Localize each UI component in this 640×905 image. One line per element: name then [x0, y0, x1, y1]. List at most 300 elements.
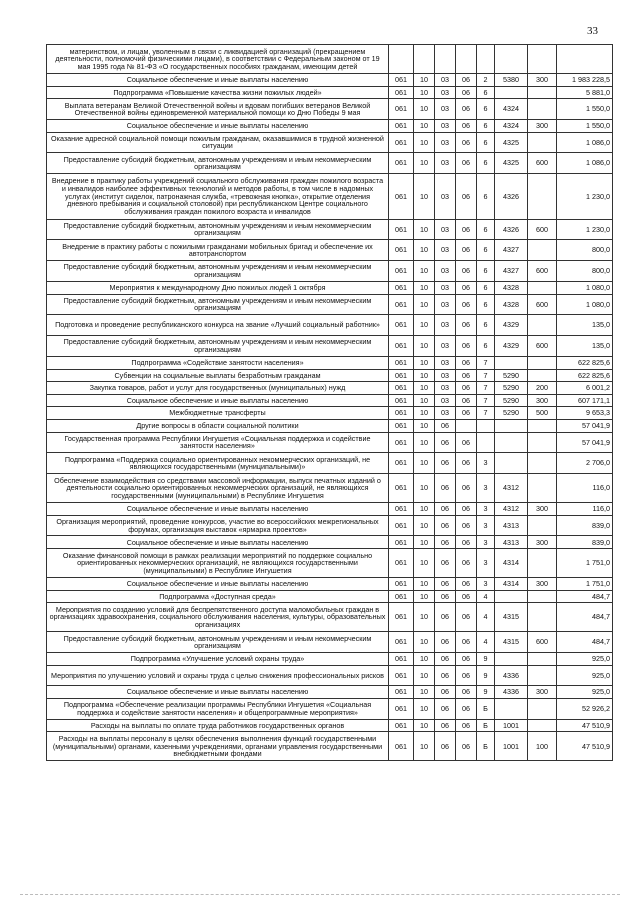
program-code-cell: 06	[456, 578, 477, 591]
expense-type-code-cell	[528, 603, 557, 632]
direction-code-cell: 1001	[495, 732, 528, 761]
table-row	[47, 719, 613, 732]
subprogram-code-cell: 3	[477, 474, 495, 503]
subsection-code-cell: 06	[435, 653, 456, 666]
subsection-code-cell: 06	[435, 453, 456, 474]
amount-cell: 1 983 228,5	[557, 74, 613, 87]
amount-cell: 116,0	[557, 503, 613, 516]
direction-code-cell: 4324	[495, 119, 528, 132]
program-code-cell: 06	[456, 356, 477, 369]
ministry-code-cell: 061	[389, 281, 414, 294]
direction-code-cell: 5290	[495, 382, 528, 395]
table-row	[47, 382, 613, 395]
amount-cell: 484,7	[557, 603, 613, 632]
section-code-cell: 10	[414, 453, 435, 474]
expense-type-code-cell	[528, 665, 557, 686]
section-code-cell: 10	[414, 119, 435, 132]
budget-table	[46, 44, 613, 761]
subprogram-code-cell: 6	[477, 174, 495, 219]
expense-name-cell: Мероприятия к международному Дню пожилых людей 1 октября	[47, 281, 389, 294]
subprogram-code-cell: 6	[477, 281, 495, 294]
expense-name-cell: Организация мероприятий, проведение конкурсов, участие во всероссийских межрегиональных форумах, организация выставок «ярмарка проектов»	[47, 515, 389, 536]
table-row	[47, 515, 613, 536]
section-code-cell: 10	[414, 281, 435, 294]
table-row	[47, 407, 613, 420]
subsection-code-cell: 06	[435, 732, 456, 761]
expense-name-cell: Государственная программа Республики Ингушетия «Социальная поддержка и содействие занятости населения»	[47, 432, 389, 453]
subsection-code-cell: 06	[435, 549, 456, 578]
subsection-code-cell: 06	[435, 515, 456, 536]
subsection-code-cell: 06	[435, 503, 456, 516]
direction-code-cell	[495, 45, 528, 74]
expense-name-cell: Социальное обеспечение и иные выплаты населению	[47, 119, 389, 132]
expense-name-cell: Закупка товаров, работ и услуг для государственных (муниципальных) нужд	[47, 382, 389, 395]
program-code-cell: 06	[456, 119, 477, 132]
expense-name-cell: Оказание финансовой помощи в рамках реализации мероприятий по поддержке социально ориентированных некоммерческих организаций, не являющихся государственными (муниципальными) в Республике Ингушетия	[47, 549, 389, 578]
direction-code-cell	[495, 653, 528, 666]
expense-type-code-cell: 300	[528, 578, 557, 591]
expense-name-cell: Предоставление субсидий бюджетным, автономным учреждениям и иным некоммерческим организациям	[47, 261, 389, 282]
table-row	[47, 503, 613, 516]
table-row	[47, 119, 613, 132]
program-code-cell: 06	[456, 536, 477, 549]
expense-type-code-cell	[528, 719, 557, 732]
ministry-code-cell: 061	[389, 382, 414, 395]
expense-name-cell: Подготовка и проведение республиканского конкурса на звание «Лучший социальный работник»	[47, 315, 389, 336]
subsection-code-cell: 03	[435, 119, 456, 132]
expense-type-code-cell	[528, 549, 557, 578]
table-row	[47, 86, 613, 99]
amount-cell: 925,0	[557, 686, 613, 699]
program-code-cell: 06	[456, 407, 477, 420]
direction-code-cell: 4326	[495, 219, 528, 240]
subsection-code-cell: 06	[435, 719, 456, 732]
expense-name-cell: Выплата ветеранам Великой Отечественной войны и вдовам погибших ветеранов Великой Отечественной войны единовременной материальной помощи ко Дню Победы 9 мая	[47, 99, 389, 120]
subsection-code-cell: 03	[435, 132, 456, 153]
subprogram-code-cell: 3	[477, 549, 495, 578]
expense-type-code-cell	[528, 315, 557, 336]
subprogram-code-cell	[477, 432, 495, 453]
amount-cell: 1 086,0	[557, 153, 613, 174]
subprogram-code-cell: 7	[477, 369, 495, 382]
ministry-code-cell: 061	[389, 503, 414, 516]
ministry-code-cell: 061	[389, 119, 414, 132]
expense-name-cell: Подпрограмма «Повышение качества жизни пожилых людей»	[47, 86, 389, 99]
expense-type-code-cell: 600	[528, 632, 557, 653]
subprogram-code-cell: 3	[477, 536, 495, 549]
subprogram-code-cell: 7	[477, 407, 495, 420]
ministry-code-cell: 061	[389, 261, 414, 282]
subsection-code-cell: 06	[435, 632, 456, 653]
ministry-code-cell: 061	[389, 719, 414, 732]
amount-cell: 622 825,6	[557, 356, 613, 369]
table-row	[47, 99, 613, 120]
table-row	[47, 219, 613, 240]
direction-code-cell: 5380	[495, 74, 528, 87]
program-code-cell: 06	[456, 99, 477, 120]
program-code-cell: 06	[456, 503, 477, 516]
subsection-code-cell: 03	[435, 86, 456, 99]
table-row	[47, 294, 613, 315]
ministry-code-cell: 061	[389, 240, 414, 261]
expense-name-cell: Обеспечение взаимодействия со средствами массовой информации, выпуск печатных изданий о деятельности социально ориентированных некоммерческих организаций, не являющихся государственными (муниципальными) в Республике Ингушетия	[47, 474, 389, 503]
direction-code-cell	[495, 699, 528, 720]
ministry-code-cell: 061	[389, 419, 414, 432]
section-code-cell: 10	[414, 653, 435, 666]
expense-name-cell: Социальное обеспечение и иные выплаты населению	[47, 578, 389, 591]
direction-code-cell: 4328	[495, 294, 528, 315]
subsection-code-cell: 03	[435, 382, 456, 395]
expense-name-cell: Подпрограмма «Обеспечение реализации программы Республики Ингушетия «Социальная поддержка и содействие занятости населения» и общепрограммные мероприятия»	[47, 699, 389, 720]
section-code-cell: 10	[414, 153, 435, 174]
amount-cell: 47 510,9	[557, 719, 613, 732]
table-row	[47, 153, 613, 174]
expense-name-cell: Межбюджетные трансферты	[47, 407, 389, 420]
subprogram-code-cell: 6	[477, 86, 495, 99]
direction-code-cell: 4314	[495, 549, 528, 578]
expense-name-cell: Внедрение в практику работы учреждений социального обслуживания граждан пожилого возраста и инвалидов наиболее эффективных технологий и методов работы, в том числе в надомных услугах (институт сиделок, патронажная служба, «тревожная кнопка», открытие отделения дневного пребывания и социальной столовой) при республиканском Центре социального обслуживания граждан пожилого возраста и инвалидов	[47, 174, 389, 219]
direction-code-cell: 4329	[495, 336, 528, 357]
subsection-code-cell: 03	[435, 294, 456, 315]
expense-type-code-cell	[528, 432, 557, 453]
ministry-code-cell: 061	[389, 394, 414, 407]
section-code-cell: 10	[414, 382, 435, 395]
section-code-cell: 10	[414, 219, 435, 240]
direction-code-cell: 4313	[495, 536, 528, 549]
table-row	[47, 549, 613, 578]
subsection-code-cell: 03	[435, 99, 456, 120]
section-code-cell: 10	[414, 632, 435, 653]
table-row	[47, 732, 613, 761]
ministry-code-cell: 061	[389, 665, 414, 686]
ministry-code-cell: 061	[389, 99, 414, 120]
expense-type-code-cell	[528, 45, 557, 74]
program-code-cell: 06	[456, 261, 477, 282]
ministry-code-cell: 061	[389, 732, 414, 761]
ministry-code-cell: 061	[389, 132, 414, 153]
ministry-code-cell: 061	[389, 174, 414, 219]
amount-cell: 800,0	[557, 240, 613, 261]
expense-name-cell: Предоставление субсидий бюджетным, автономным учреждениям и иным некоммерческим организациям	[47, 153, 389, 174]
table-row	[47, 603, 613, 632]
expense-type-code-cell	[528, 453, 557, 474]
ministry-code-cell: 061	[389, 603, 414, 632]
section-code-cell: 10	[414, 240, 435, 261]
section-code-cell: 10	[414, 74, 435, 87]
subsection-code-cell: 03	[435, 153, 456, 174]
section-code-cell: 10	[414, 336, 435, 357]
ministry-code-cell: 061	[389, 219, 414, 240]
section-code-cell: 10	[414, 578, 435, 591]
direction-code-cell: 4312	[495, 474, 528, 503]
subsection-code-cell: 03	[435, 336, 456, 357]
expense-type-code-cell	[528, 86, 557, 99]
section-code-cell: 10	[414, 536, 435, 549]
subsection-code-cell: 03	[435, 261, 456, 282]
ministry-code-cell: 061	[389, 432, 414, 453]
program-code-cell: 06	[456, 382, 477, 395]
program-code-cell: 06	[456, 590, 477, 603]
subprogram-code-cell: 6	[477, 240, 495, 261]
direction-code-cell: 4313	[495, 515, 528, 536]
ministry-code-cell: 061	[389, 86, 414, 99]
direction-code-cell: 4336	[495, 665, 528, 686]
program-code-cell: 06	[456, 315, 477, 336]
ministry-code-cell: 061	[389, 549, 414, 578]
section-code-cell: 10	[414, 474, 435, 503]
direction-code-cell: 4315	[495, 603, 528, 632]
expense-name-cell: Подпрограмма «Поддержка социально ориентированных некоммерческих организаций, не являющихся государственными (муниципальными)»	[47, 453, 389, 474]
expense-name-cell: Социальное обеспечение и иные выплаты населению	[47, 394, 389, 407]
section-code-cell: 10	[414, 603, 435, 632]
direction-code-cell: 1001	[495, 719, 528, 732]
table-row	[47, 356, 613, 369]
direction-code-cell: 4328	[495, 281, 528, 294]
subsection-code-cell: 06	[435, 419, 456, 432]
subprogram-code-cell: 6	[477, 132, 495, 153]
ministry-code-cell: 061	[389, 578, 414, 591]
expense-type-code-cell	[528, 699, 557, 720]
amount-cell: 839,0	[557, 536, 613, 549]
expense-type-code-cell: 100	[528, 732, 557, 761]
expense-type-code-cell: 300	[528, 503, 557, 516]
program-code-cell: 06	[456, 453, 477, 474]
table-row	[47, 369, 613, 382]
subprogram-code-cell: 6	[477, 294, 495, 315]
section-code-cell: 10	[414, 261, 435, 282]
amount-cell: 1 550,0	[557, 119, 613, 132]
subsection-code-cell: 06	[435, 474, 456, 503]
amount-cell: 1 751,0	[557, 549, 613, 578]
ministry-code-cell: 061	[389, 453, 414, 474]
expense-name-cell: Расходы на выплаты по оплате труда работников государственных органов	[47, 719, 389, 732]
table-row	[47, 432, 613, 453]
table-row	[47, 653, 613, 666]
subprogram-code-cell: Б	[477, 699, 495, 720]
table-row	[47, 74, 613, 87]
expense-type-code-cell: 600	[528, 336, 557, 357]
ministry-code-cell: 061	[389, 74, 414, 87]
section-code-cell: 10	[414, 503, 435, 516]
section-code-cell: 10	[414, 407, 435, 420]
expense-name-cell: Другие вопросы в области социальной политики	[47, 419, 389, 432]
expense-type-code-cell	[528, 174, 557, 219]
amount-cell: 9 653,3	[557, 407, 613, 420]
section-code-cell: 10	[414, 432, 435, 453]
page-number: 33	[587, 25, 598, 37]
amount-cell: 925,0	[557, 653, 613, 666]
subsection-code-cell: 03	[435, 74, 456, 87]
amount-cell: 1 230,0	[557, 219, 613, 240]
expense-name-cell: Расходы на выплаты персоналу в целях обеспечения выполнения функций государственными (муниципальными) органами, казенными учреждениями, органами управления государственными внебюджетными фондами	[47, 732, 389, 761]
direction-code-cell	[495, 590, 528, 603]
subprogram-code-cell: 3	[477, 578, 495, 591]
section-code-cell: 10	[414, 315, 435, 336]
table-row	[47, 590, 613, 603]
expense-name-cell: Предоставление субсидий бюджетным, автономным учреждениям и иным некоммерческим организациям	[47, 632, 389, 653]
subprogram-code-cell: 6	[477, 336, 495, 357]
amount-cell: 52 926,2	[557, 699, 613, 720]
amount-cell: 484,7	[557, 590, 613, 603]
table-row	[47, 315, 613, 336]
expense-type-code-cell: 600	[528, 261, 557, 282]
ministry-code-cell: 061	[389, 369, 414, 382]
expense-type-code-cell	[528, 515, 557, 536]
expense-name-cell: Мероприятия по улучшению условий и охраны труда с целью снижения профессиональных рисков	[47, 665, 389, 686]
amount-cell: 57 041,9	[557, 419, 613, 432]
ministry-code-cell: 061	[389, 515, 414, 536]
expense-type-code-cell	[528, 132, 557, 153]
section-code-cell: 10	[414, 699, 435, 720]
program-code-cell: 06	[456, 240, 477, 261]
section-code-cell	[414, 45, 435, 74]
expense-name-cell: Мероприятия по созданию условий для беспрепятственного доступа маломобильных граждан в организациях здравоохранения, социального обслуживания населения, культуры, образовательных организациях	[47, 603, 389, 632]
amount-cell: 135,0	[557, 315, 613, 336]
expense-name-cell: Предоставление субсидий бюджетным, автономным учреждениям и иным некоммерческим организациям	[47, 294, 389, 315]
expense-type-code-cell	[528, 474, 557, 503]
subsection-code-cell: 03	[435, 219, 456, 240]
amount-cell: 2 706,0	[557, 453, 613, 474]
subprogram-code-cell: 3	[477, 453, 495, 474]
subprogram-code-cell: 4	[477, 590, 495, 603]
expense-type-code-cell: 300	[528, 686, 557, 699]
direction-code-cell: 4325	[495, 132, 528, 153]
program-code-cell: 06	[456, 549, 477, 578]
section-code-cell: 10	[414, 732, 435, 761]
table-row	[47, 132, 613, 153]
amount-cell: 135,0	[557, 336, 613, 357]
subsection-code-cell: 06	[435, 603, 456, 632]
direction-code-cell	[495, 86, 528, 99]
subsection-code-cell: 06	[435, 686, 456, 699]
ministry-code-cell: 061	[389, 474, 414, 503]
direction-code-cell: 4327	[495, 240, 528, 261]
expense-name-cell: Подпрограмма «Содействие занятости населения»	[47, 356, 389, 369]
section-code-cell: 10	[414, 174, 435, 219]
program-code-cell: 06	[456, 432, 477, 453]
direction-code-cell: 4327	[495, 261, 528, 282]
program-code-cell: 06	[456, 732, 477, 761]
program-code-cell: 06	[456, 632, 477, 653]
expense-name-cell: Подпрограмма «Доступная среда»	[47, 590, 389, 603]
program-code-cell: 06	[456, 369, 477, 382]
expense-type-code-cell	[528, 356, 557, 369]
subprogram-code-cell: Б	[477, 732, 495, 761]
subprogram-code-cell: 9	[477, 665, 495, 686]
subsection-code-cell: 03	[435, 240, 456, 261]
subprogram-code-cell: 7	[477, 382, 495, 395]
table-row	[47, 578, 613, 591]
expense-name-cell: Социальное обеспечение и иные выплаты населению	[47, 536, 389, 549]
table-row	[47, 419, 613, 432]
ministry-code-cell	[389, 45, 414, 74]
section-code-cell: 10	[414, 132, 435, 153]
section-code-cell: 10	[414, 719, 435, 732]
ministry-code-cell: 061	[389, 407, 414, 420]
section-code-cell: 10	[414, 590, 435, 603]
subsection-code-cell: 06	[435, 432, 456, 453]
subsection-code-cell: 03	[435, 394, 456, 407]
amount-cell: 484,7	[557, 632, 613, 653]
program-code-cell	[456, 45, 477, 74]
direction-code-cell: 4315	[495, 632, 528, 653]
amount-cell: 1 080,0	[557, 294, 613, 315]
subsection-code-cell: 06	[435, 590, 456, 603]
direction-code-cell: 4325	[495, 153, 528, 174]
expense-type-code-cell	[528, 240, 557, 261]
subsection-code-cell: 06	[435, 699, 456, 720]
subsection-code-cell: 06	[435, 665, 456, 686]
amount-cell	[557, 45, 613, 74]
direction-code-cell: 4329	[495, 315, 528, 336]
expense-type-code-cell	[528, 281, 557, 294]
direction-code-cell: 5290	[495, 369, 528, 382]
ministry-code-cell: 061	[389, 653, 414, 666]
expense-type-code-cell	[528, 590, 557, 603]
subprogram-code-cell: 6	[477, 219, 495, 240]
program-code-cell: 06	[456, 336, 477, 357]
program-code-cell: 06	[456, 294, 477, 315]
expense-name-cell: Внедрение в практику работы с пожилыми гражданами мобильных бригад и обеспечение их автотранспортом	[47, 240, 389, 261]
amount-cell: 839,0	[557, 515, 613, 536]
program-code-cell: 06	[456, 686, 477, 699]
section-code-cell: 10	[414, 515, 435, 536]
section-code-cell: 10	[414, 294, 435, 315]
ministry-code-cell: 061	[389, 632, 414, 653]
program-code-cell: 06	[456, 394, 477, 407]
subsection-code-cell: 03	[435, 356, 456, 369]
section-code-cell: 10	[414, 99, 435, 120]
ministry-code-cell: 061	[389, 315, 414, 336]
subprogram-code-cell: 6	[477, 315, 495, 336]
expense-type-code-cell	[528, 419, 557, 432]
direction-code-cell: 5290	[495, 394, 528, 407]
program-code-cell: 06	[456, 174, 477, 219]
program-code-cell: 06	[456, 474, 477, 503]
subprogram-code-cell: 7	[477, 394, 495, 407]
program-code-cell: 06	[456, 603, 477, 632]
expense-type-code-cell: 600	[528, 219, 557, 240]
table-row	[47, 686, 613, 699]
amount-cell: 47 510,9	[557, 732, 613, 761]
subsection-code-cell	[435, 45, 456, 74]
subprogram-code-cell: 6	[477, 99, 495, 120]
amount-cell: 800,0	[557, 261, 613, 282]
ministry-code-cell: 061	[389, 686, 414, 699]
subprogram-code-cell	[477, 419, 495, 432]
ministry-code-cell: 061	[389, 699, 414, 720]
table-row	[47, 453, 613, 474]
expense-name-cell: Оказание адресной социальной помощи пожилым гражданам, оказавшимися в трудной жизненной ситуации	[47, 132, 389, 153]
expense-type-code-cell: 300	[528, 394, 557, 407]
table-row	[47, 240, 613, 261]
expense-type-code-cell	[528, 99, 557, 120]
table-row	[47, 536, 613, 549]
section-code-cell: 10	[414, 665, 435, 686]
direction-code-cell	[495, 419, 528, 432]
expense-name-cell: Предоставление субсидий бюджетным, автономным учреждениям и иным некоммерческим организациям	[47, 336, 389, 357]
ministry-code-cell: 061	[389, 590, 414, 603]
expense-name-cell: Социальное обеспечение и иные выплаты населению	[47, 503, 389, 516]
direction-code-cell: 4336	[495, 686, 528, 699]
amount-cell: 5 881,0	[557, 86, 613, 99]
expense-type-code-cell	[528, 369, 557, 382]
subsection-code-cell: 06	[435, 578, 456, 591]
section-code-cell: 10	[414, 549, 435, 578]
direction-code-cell: 4324	[495, 99, 528, 120]
table-row	[47, 632, 613, 653]
table-row	[47, 394, 613, 407]
